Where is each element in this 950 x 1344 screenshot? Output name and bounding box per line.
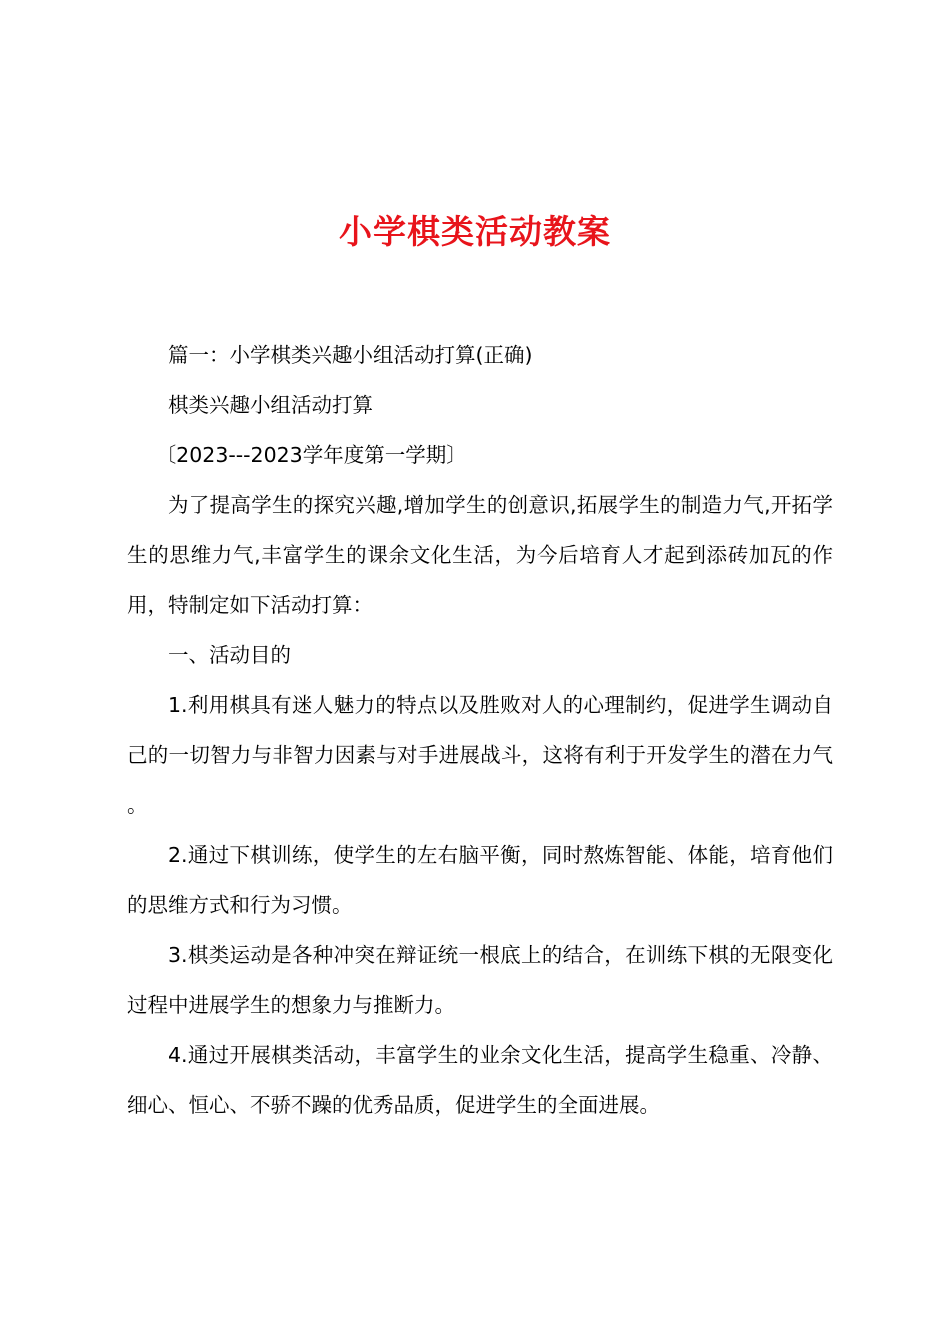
- purpose-item-2: 2.通过下棋训练，使学生的左右脑平衡，同时熬炼智能、体能，培育他们的思维方式和行为习惯。: [127, 843, 833, 917]
- school-year: 〔2023---2023学年度第一学期〕: [155, 443, 467, 467]
- purpose-item-4: 4.通过开展棋类活动，丰富学生的业余文化生活，提高学生稳重、冷静、细心、恒心、不骄不躁的优秀品质，促进学生的全面进展。: [127, 1043, 833, 1117]
- section-heading: 篇一：小学棋类兴趣小组活动打算(正确): [168, 343, 533, 367]
- document-body: [127, 330, 833, 1130]
- purpose-heading: 一、活动目的: [168, 643, 291, 667]
- purpose-item-1: 1.利用棋具有迷人魅力的特点以及胜败对人的心理制约，促进学生调动自己的一切智力与非智力因素与对手进展战斗，这将有利于开发学生的潜在力气 。: [127, 693, 833, 817]
- purpose-item-3: 3.棋类运动是各种冲突在辩证统一根底上的结合，在训练下棋的无限变化过程中进展学生的想象力与推断力。: [127, 943, 833, 1017]
- document-title: 小学棋类活动教案: [339, 212, 611, 251]
- intro-paragraph: 为了提高学生的探究兴趣,增加学生的创意识,拓展学生的制造力气,开拓学生的思维力气,丰富学生的课余文化生活，为今后培育人才起到添砖加瓦的作用，特制定如下活动打算：: [127, 493, 833, 617]
- plan-title: 棋类兴趣小组活动打算: [168, 393, 373, 417]
